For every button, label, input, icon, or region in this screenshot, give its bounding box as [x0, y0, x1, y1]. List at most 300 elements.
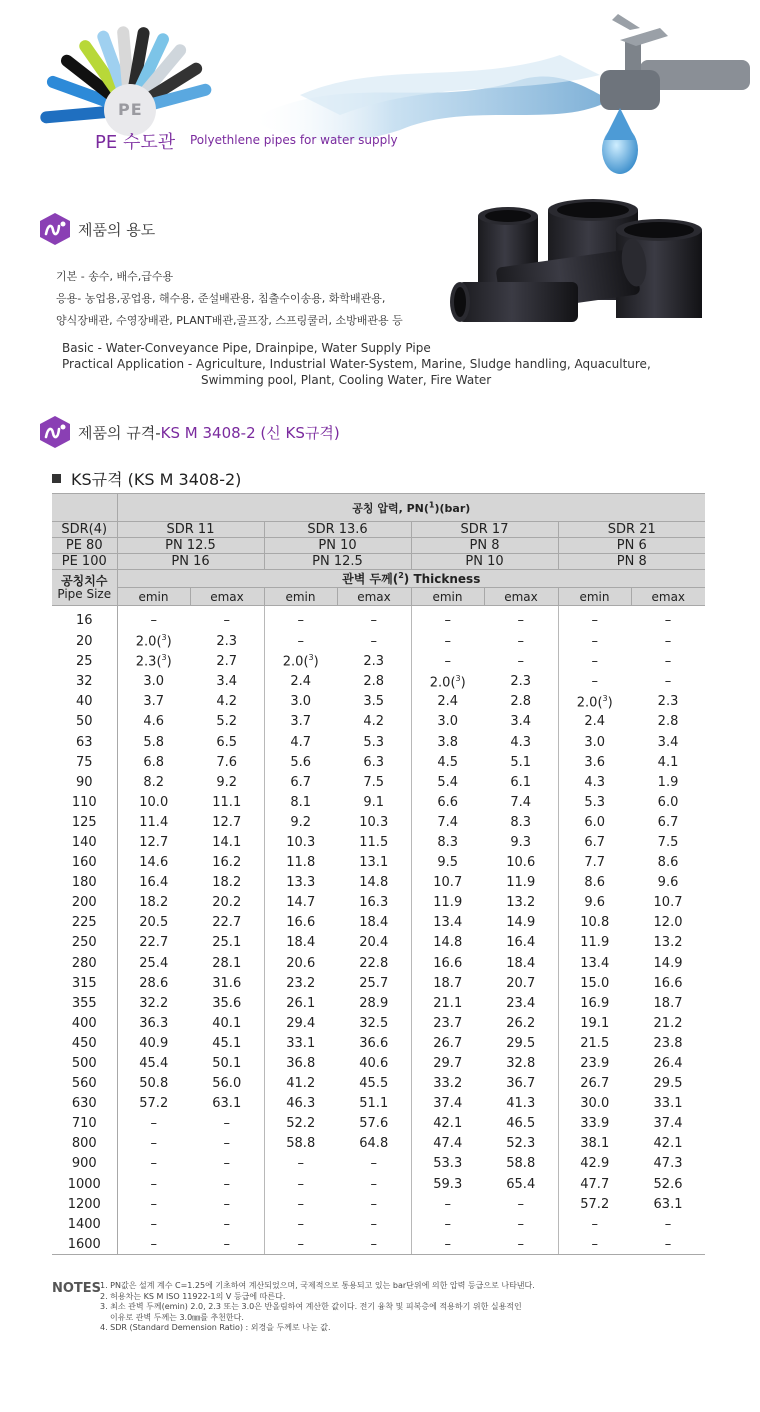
- emax-cell: 35.6: [190, 993, 264, 1013]
- table-row: [52, 652, 705, 672]
- emin-cell: 59.3: [433, 1176, 463, 1192]
- emin-cell: 10.7: [433, 875, 463, 891]
- emax-cell: 13.2: [653, 935, 683, 951]
- ks-spec-table: [52, 493, 705, 1255]
- emin-cell: 28.6: [139, 975, 169, 991]
- emax-cell: –: [337, 1174, 411, 1194]
- table-row: [52, 606, 705, 632]
- note-item: 2. 허용차는 KS M ISO 11922-1의 V 등급에 따른다.: [100, 1291, 286, 1301]
- emax-header: emax: [190, 588, 264, 606]
- emax-cell: 25.7: [337, 973, 411, 993]
- footnote-marker: 3: [308, 653, 314, 663]
- emin-cell: 10.8: [580, 915, 610, 931]
- emax-cell: 57.6: [337, 1114, 411, 1134]
- emax-cell: 7.6: [190, 752, 264, 772]
- table-row: [52, 1234, 705, 1254]
- emax-cell: 23.4: [484, 993, 558, 1013]
- emin-cell: 36.8: [286, 1056, 316, 1072]
- note-item: 4. SDR (Standard Demension Ratio) : 외경을 두께로 나눈 값.: [100, 1323, 331, 1332]
- emax-header: emax: [337, 588, 411, 606]
- emin-cell: –: [150, 1196, 157, 1212]
- emax-cell: 14.8: [337, 873, 411, 893]
- emin-cell: 2.4: [584, 714, 606, 730]
- emax-cell: 56.0: [190, 1074, 264, 1094]
- emin-cell: 36.3: [139, 1015, 169, 1031]
- emax-cell: 36.7: [484, 1074, 558, 1094]
- emin-cell: 9.6: [584, 895, 606, 911]
- emin-cell: 23.9: [580, 1056, 610, 1072]
- emin-cell: –: [150, 1216, 157, 1232]
- emin-cell: 33.1: [286, 1035, 316, 1051]
- emax-cell: 18.7: [653, 995, 683, 1011]
- emin-cell: 2.0($^3$): [282, 653, 319, 670]
- pipe-size-cell: 20: [52, 632, 117, 652]
- emax-cell: 9.3: [484, 832, 558, 852]
- thickness-label-a: 관벽 두께(: [342, 572, 399, 586]
- emin-cell: 16.9: [580, 995, 610, 1011]
- emax-cell: 64.8: [337, 1134, 411, 1154]
- emax-cell: 2.8: [657, 714, 679, 730]
- note-item: 1. PN값은 설계 계수 C=1.25에 기초하여 계산되었으며, 국제적으로 통용되고 있는 bar단위에 의한 압력 등급으로 나타낸다.: [100, 1281, 535, 1290]
- emin-cell: –: [297, 1176, 304, 1192]
- emin-cell: 20.6: [286, 955, 316, 971]
- pe-badge: PE: [118, 100, 143, 119]
- square-bullet-icon: [52, 474, 61, 483]
- emin-cell: 2.0($^3$): [135, 633, 172, 650]
- emax-cell: 28.1: [190, 953, 264, 973]
- black-pipes-image: [448, 196, 710, 328]
- notes-label: NOTES: [52, 1281, 102, 1296]
- emax-cell: 32.8: [484, 1053, 558, 1073]
- emin-cell: –: [150, 1176, 157, 1192]
- emax-cell: –: [337, 1154, 411, 1174]
- pe100-label: PE 100: [52, 554, 117, 570]
- emax-cell: –: [664, 613, 672, 629]
- emin-cell: 13.3: [286, 875, 316, 891]
- emin-cell: –: [591, 634, 598, 650]
- emin-cell: 3.0: [143, 674, 165, 690]
- spec-heading-standard: KS M 3408-2 (신 KS규격): [160, 423, 340, 442]
- usage-en-line: Swimming pool, Plant, Cooling Water, Fire Water: [201, 373, 492, 387]
- pipe-size-cell: 90: [52, 772, 117, 792]
- table-row: [52, 1134, 705, 1154]
- pe80-label: PE 80: [52, 538, 117, 554]
- pressure-label-b: )(bar): [434, 501, 471, 515]
- pipe-size-cell: 250: [52, 933, 117, 953]
- notes-list: [100, 1281, 535, 1334]
- emax-cell: 9.6: [657, 875, 679, 891]
- table-row: [52, 993, 705, 1013]
- emax-cell: –: [664, 674, 672, 690]
- footnote-marker: 3: [602, 693, 608, 703]
- emin-cell: –: [150, 613, 157, 629]
- emin-cell: –: [411, 1234, 484, 1254]
- emax-cell: 18.4: [337, 913, 411, 933]
- emax-cell: 6.0: [657, 794, 679, 810]
- emax-cell: 12.0: [653, 915, 683, 931]
- emin-cell: –: [444, 1196, 451, 1212]
- emin-cell: –: [591, 613, 598, 629]
- emin-cell: –: [297, 1216, 304, 1232]
- table-row: [52, 973, 705, 993]
- emin-cell: 11.9: [433, 895, 463, 911]
- pipe-size-cell: 315: [52, 973, 117, 993]
- emin-cell: 18.7: [433, 975, 463, 991]
- emax-cell: 13.1: [337, 853, 411, 873]
- table-row: [52, 712, 705, 732]
- pressure-header: [117, 494, 705, 522]
- pipe-size-cell: 500: [52, 1053, 117, 1073]
- note-item: 3. 최소 관벽 두께(emin) 2.0, 2.3 또는 3.0은 반올림하여 계산한 값이다. 전기 융착 및 피복층에 적용하기 위한 실용적인: [100, 1302, 522, 1311]
- emax-cell: 2.3: [190, 632, 264, 652]
- table-row: [52, 812, 705, 832]
- sdr-cell: SDR 21: [558, 522, 705, 538]
- emax-cell: 2.3: [484, 672, 558, 692]
- emin-cell: 2.3($^3$): [135, 653, 172, 670]
- emax-cell: 13.2: [484, 893, 558, 913]
- emax-cell: 14.1: [190, 832, 264, 852]
- emax-cell: 6.1: [484, 772, 558, 792]
- emin-cell: 52.2: [286, 1116, 316, 1132]
- table-row: [52, 1033, 705, 1053]
- emax-cell: 2.8: [337, 672, 411, 692]
- emax-cell: –: [190, 1194, 264, 1214]
- emax-cell: 29.5: [653, 1076, 683, 1092]
- usage-en-line: Practical Application - Agriculture, Industrial Water-System, Marine, Sludge handling, Aquaculture,: [62, 357, 651, 371]
- emin-cell: 57.2: [139, 1096, 169, 1112]
- emin-cell: 26.7: [433, 1035, 463, 1051]
- emax-cell: 26.2: [484, 1013, 558, 1033]
- table-row: [52, 893, 705, 913]
- emax-cell: 63.1: [190, 1094, 264, 1114]
- pipe-badge-icon: [38, 415, 72, 449]
- emin-cell: 29.7: [433, 1056, 463, 1072]
- emax-cell: 47.3: [653, 1156, 683, 1172]
- emin-cell: 41.2: [286, 1076, 316, 1092]
- emax-cell: 8.3: [484, 812, 558, 832]
- emax-cell: 7.5: [337, 772, 411, 792]
- faucet-graphic: [600, 14, 750, 174]
- emin-cell: 11.9: [580, 935, 610, 951]
- emax-cell: 10.7: [653, 895, 683, 911]
- emax-cell: 6.7: [657, 814, 679, 830]
- emin-cell: 6.0: [584, 814, 606, 830]
- emin-cell: –: [150, 1156, 157, 1172]
- emin-cell: 3.6: [584, 754, 606, 770]
- pipe-size-cell: 63: [52, 732, 117, 752]
- emin-cell: –: [558, 1234, 631, 1254]
- banner-title: PE 수도관: [95, 132, 176, 153]
- ks-table-title: [52, 467, 241, 490]
- emin-header: emin: [411, 588, 484, 606]
- emax-header: emax: [631, 588, 705, 606]
- emin-cell: 9.5: [437, 855, 459, 871]
- sdr-cell: SDR 17: [411, 522, 558, 538]
- emin-cell: 25.4: [139, 955, 169, 971]
- table-row: [52, 1013, 705, 1033]
- emax-cell: 26.4: [653, 1056, 683, 1072]
- emax-cell: 2.7: [190, 652, 264, 672]
- emin-cell: 33.2: [433, 1076, 463, 1092]
- emin-cell: 2.4: [290, 674, 312, 690]
- table-row: [52, 1114, 705, 1134]
- emax-cell: 28.9: [337, 993, 411, 1013]
- emax-cell: 10.3: [337, 812, 411, 832]
- emax-cell: 8.6: [657, 855, 679, 871]
- emax-cell: 2.3: [657, 694, 679, 710]
- emax-cell: 4.2: [190, 692, 264, 712]
- emax-cell: 7.4: [484, 792, 558, 812]
- emin-cell: 11.4: [139, 814, 169, 830]
- emin-cell: 12.7: [139, 834, 169, 850]
- table-row: [52, 1214, 705, 1234]
- footnote-marker: 3: [161, 653, 167, 663]
- table-row: [52, 672, 705, 692]
- emin-cell: –: [591, 654, 598, 670]
- emax-cell: 22.8: [337, 953, 411, 973]
- pipe-size-cell: 32: [52, 672, 117, 692]
- emin-cell: –: [150, 1116, 157, 1132]
- emin-cell: –: [591, 1216, 598, 1232]
- emin-cell: 3.0: [437, 714, 459, 730]
- table-row: [52, 752, 705, 772]
- emin-cell: –: [444, 654, 451, 670]
- emax-cell: 31.6: [190, 973, 264, 993]
- emin-cell: 3.7: [290, 714, 312, 730]
- emin-header: emin: [117, 588, 190, 606]
- footnote-marker: 3: [455, 673, 461, 683]
- emin-cell: 13.4: [433, 915, 463, 931]
- table-row: [52, 933, 705, 953]
- pressure-label-a: 공칭 압력, PN(: [352, 501, 429, 515]
- emin-cell: 57.2: [580, 1196, 610, 1212]
- emax-cell: 11.5: [337, 832, 411, 852]
- emin-cell: 47.7: [580, 1176, 610, 1192]
- emin-cell: 10.0: [139, 794, 169, 810]
- emax-cell: –: [484, 1194, 558, 1214]
- emin-cell: 2.0($^3$): [429, 673, 466, 690]
- emin-cell: 5.4: [437, 774, 459, 790]
- emin-cell: 14.6: [139, 855, 169, 871]
- emax-cell: –: [664, 634, 672, 650]
- emin-cell: 8.2: [143, 774, 165, 790]
- emin-cell: 8.3: [437, 834, 459, 850]
- emin-cell: 26.1: [286, 995, 316, 1011]
- pipe-size-cell: 355: [52, 993, 117, 1013]
- emax-cell: –: [190, 606, 264, 632]
- pe80-cell: PN 12.5: [117, 538, 264, 554]
- emin-cell: –: [297, 1156, 304, 1172]
- emin-cell: 21.5: [580, 1035, 610, 1051]
- usage-en-line: Basic - Water-Conveyance Pipe, Drainpipe, Water Supply Pipe: [62, 341, 431, 355]
- emax-cell: 18.4: [484, 953, 558, 973]
- emax-cell: 7.5: [657, 834, 679, 850]
- emin-cell: 4.5: [437, 754, 459, 770]
- emin-cell: 7.4: [437, 814, 459, 830]
- emin-cell: 58.8: [286, 1136, 316, 1152]
- emax-cell: 3.4: [657, 734, 679, 750]
- emax-cell: 20.2: [190, 893, 264, 913]
- pipe-size-cell: 800: [52, 1134, 117, 1154]
- emax-cell: –: [337, 1214, 411, 1234]
- table-row: [52, 1094, 705, 1114]
- pipe-size-cell: 40: [52, 692, 117, 712]
- emin-cell: 5.3: [584, 794, 606, 810]
- spec-heading: [78, 422, 340, 443]
- emin-cell: 18.4: [286, 935, 316, 951]
- emax-cell: 52.6: [653, 1176, 683, 1192]
- emax-cell: 2.3: [337, 652, 411, 672]
- emin-cell: 16.4: [139, 875, 169, 891]
- pipe-size-cell: 125: [52, 812, 117, 832]
- emax-cell: 4.2: [337, 712, 411, 732]
- emax-cell: –: [190, 1214, 264, 1234]
- emax-header: emax: [484, 588, 558, 606]
- emin-cell: 5.6: [290, 754, 312, 770]
- emin-cell: 33.9: [580, 1116, 610, 1132]
- emax-cell: 50.1: [190, 1053, 264, 1073]
- emax-cell: 21.2: [653, 1015, 683, 1031]
- pipe-size-cell: 900: [52, 1154, 117, 1174]
- pipe-size-cell: 560: [52, 1074, 117, 1094]
- emax-cell: 3.5: [337, 692, 411, 712]
- table-row: [52, 1154, 705, 1174]
- emax-cell: –: [190, 1174, 264, 1194]
- emax-cell: 3.4: [190, 672, 264, 692]
- emax-cell: 25.1: [190, 933, 264, 953]
- pe80-cell: PN 10: [264, 538, 411, 554]
- table-row: [52, 692, 705, 712]
- emin-cell: 4.7: [290, 734, 312, 750]
- emax-cell: 9.2: [190, 772, 264, 792]
- emin-cell: –: [444, 634, 451, 650]
- emax-cell: 46.5: [484, 1114, 558, 1134]
- emax-cell: 37.4: [653, 1116, 683, 1132]
- emin-cell: 45.4: [139, 1056, 169, 1072]
- emax-cell: –: [190, 1134, 264, 1154]
- pipe-size-cell: 280: [52, 953, 117, 973]
- emax-cell: 18.2: [190, 873, 264, 893]
- emin-cell: 2.0($^3$): [576, 693, 613, 710]
- emax-cell: 10.6: [484, 853, 558, 873]
- banner: [0, 0, 760, 190]
- emin-cell: 5.8: [143, 734, 165, 750]
- emin-cell: 3.8: [437, 734, 459, 750]
- table-row: [52, 632, 705, 652]
- banner-graphic: [0, 0, 760, 190]
- pipe-size-cell: 630: [52, 1094, 117, 1114]
- pe100-cell: PN 10: [411, 554, 558, 570]
- pipe-size-cell: 110: [52, 792, 117, 812]
- pipe-size-cell: 140: [52, 832, 117, 852]
- pe80-cell: PN 6: [558, 538, 705, 554]
- pipe-size-cell: 75: [52, 752, 117, 772]
- emin-cell: 16.6: [286, 915, 316, 931]
- table-row: [52, 953, 705, 973]
- emax-cell: –: [484, 1214, 558, 1234]
- banner-subtitle: Polyethlene pipes for water supply: [190, 133, 398, 147]
- emin-cell: 30.0: [580, 1096, 610, 1112]
- pipe-size-cell: 160: [52, 853, 117, 873]
- emax-cell: 1.9: [657, 774, 679, 790]
- emax-cell: 11.1: [190, 792, 264, 812]
- table-row: [52, 873, 705, 893]
- emax-cell: 40.1: [190, 1013, 264, 1033]
- pipe-size-cell: 450: [52, 1033, 117, 1053]
- emin-cell: 7.7: [584, 855, 606, 871]
- emax-cell: 4.3: [484, 732, 558, 752]
- emin-header: emin: [264, 588, 337, 606]
- emin-cell: 13.4: [580, 955, 610, 971]
- emax-cell: 63.1: [653, 1196, 683, 1212]
- thickness-label-sup: 2: [398, 571, 404, 580]
- emax-cell: 20.7: [484, 973, 558, 993]
- emin-cell: –: [297, 613, 304, 629]
- table-row: [52, 772, 705, 792]
- emax-cell: –: [484, 1234, 558, 1254]
- emin-emax-row: [52, 588, 705, 606]
- emax-cell: 6.5: [190, 732, 264, 752]
- emax-cell: 12.7: [190, 812, 264, 832]
- emax-cell: 65.4: [484, 1174, 558, 1194]
- emax-cell: –: [190, 1114, 264, 1134]
- pipe-size-cell: 1400: [52, 1214, 117, 1234]
- emin-cell: –: [444, 613, 451, 629]
- emax-cell: 5.2: [190, 712, 264, 732]
- emin-cell: 46.3: [286, 1096, 316, 1112]
- table-row: [52, 913, 705, 933]
- table-row: [52, 1074, 705, 1094]
- pipe-size-cell: 400: [52, 1013, 117, 1033]
- sdr-cell: SDR 11: [117, 522, 264, 538]
- emax-cell: 2.8: [484, 692, 558, 712]
- usage-ko-line: 기본 - 송수, 배수,급수용: [56, 270, 174, 283]
- emin-cell: 22.7: [139, 935, 169, 951]
- emin-cell: 47.4: [433, 1136, 463, 1152]
- usage-english: [62, 340, 651, 388]
- emax-cell: –: [190, 1154, 264, 1174]
- emin-cell: 42.9: [580, 1156, 610, 1172]
- emin-cell: 40.9: [139, 1035, 169, 1051]
- emax-cell: 40.6: [337, 1053, 411, 1073]
- emax-cell: 3.4: [484, 712, 558, 732]
- emin-cell: 14.8: [433, 935, 463, 951]
- pipe-size-ko: 공칭치수: [61, 573, 108, 588]
- emin-cell: 21.1: [433, 995, 463, 1011]
- pipe-size-cell: 50: [52, 712, 117, 732]
- pipe-size-cell: 180: [52, 873, 117, 893]
- emin-cell: 6.7: [290, 774, 312, 790]
- emax-cell: 6.3: [337, 752, 411, 772]
- emax-cell: 45.5: [337, 1074, 411, 1094]
- emax-cell: –: [664, 1216, 672, 1232]
- emin-cell: 8.1: [290, 794, 312, 810]
- emin-cell: –: [264, 1234, 337, 1254]
- emax-cell: 32.5: [337, 1013, 411, 1033]
- emax-cell: 5.1: [484, 752, 558, 772]
- pipe-size-cell: 200: [52, 893, 117, 913]
- emax-cell: 33.1: [653, 1096, 683, 1112]
- pressure-label-sup: 1: [428, 499, 435, 509]
- pe100-cell: PN 12.5: [264, 554, 411, 570]
- emin-cell: 19.1: [580, 1015, 610, 1031]
- table-body: [52, 606, 705, 1255]
- emax-cell: –: [664, 654, 672, 670]
- emin-cell: 8.6: [584, 875, 606, 891]
- emin-cell: 3.0: [290, 694, 312, 710]
- spec-heading-prefix: 제품의 규격-: [78, 423, 161, 442]
- emin-cell: 20.5: [139, 915, 169, 931]
